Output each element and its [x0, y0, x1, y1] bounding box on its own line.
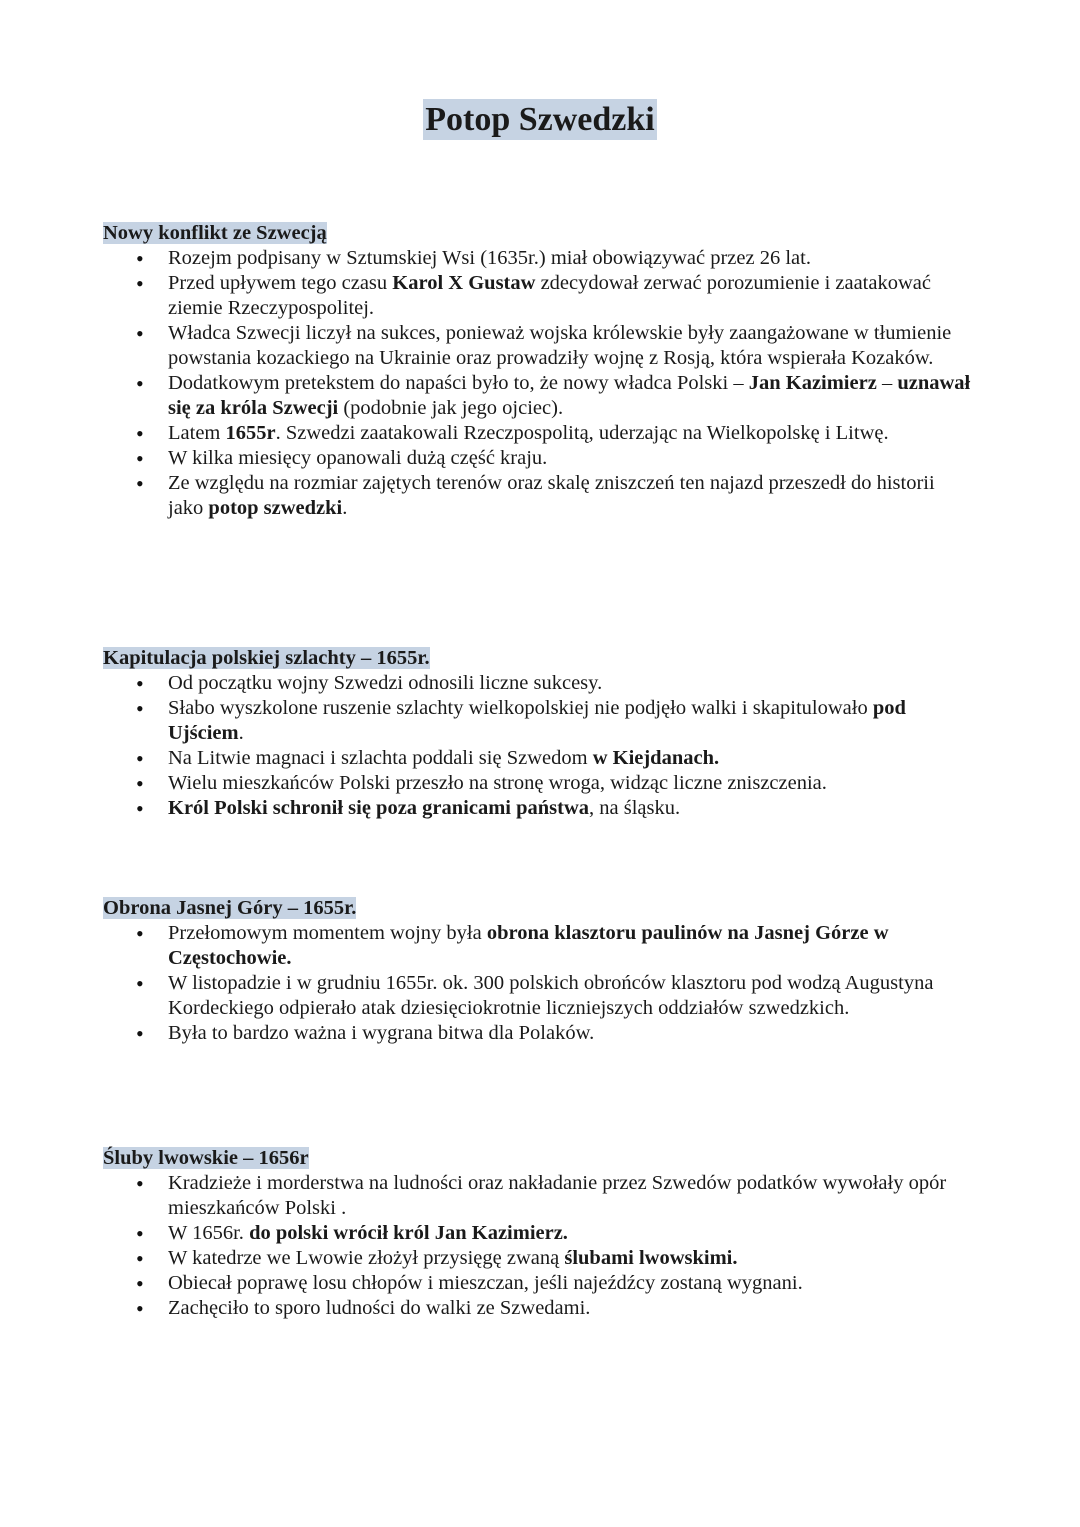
list-item [103, 371, 973, 421]
bold-text: do polski wrócił król Jan Kazimierz. [249, 1222, 568, 1244]
text: Od początku wojny Szwedzi odnosili liczne sukcesy. [168, 672, 603, 694]
list-item [103, 671, 973, 696]
text: Rozejm podpisany w Sztumskiej Wsi (1635r.) miał obowiązywać przez 26 lat. [168, 247, 811, 269]
bold-text: potop szwedzki [208, 497, 343, 519]
list-item [103, 921, 973, 971]
text: W kilka miesięcy opanowali dużą część kraju. [168, 447, 548, 469]
list-item [103, 1246, 973, 1271]
text: Przełomowym momentem wojny była [168, 922, 487, 944]
bullet-list [103, 671, 973, 821]
bullet-list [103, 1171, 973, 1321]
bullet-list [103, 921, 973, 1046]
text: Ze względu na rozmiar zajętych terenów oraz skalę zniszczeń ten najazd przeszedł do historii jako [168, 472, 935, 519]
text: Zachęciło to sporo ludności do walki ze Szwedami. [168, 1297, 591, 1319]
bold-text: Jan Kazimierz [748, 372, 877, 394]
list-item [103, 971, 973, 1021]
text: Przed upływem tego czasu [168, 272, 393, 294]
section-sluby-lwowskie [103, 1146, 973, 1321]
list-item [103, 1271, 973, 1296]
text: W 1656r. [168, 1222, 250, 1244]
text: , na śląsku. [589, 797, 681, 819]
section-obrona-jasnej-gory [103, 896, 973, 1046]
list-item [103, 471, 973, 521]
list-item [103, 796, 973, 821]
list-item [103, 446, 973, 471]
text: Była to bardzo ważna i wygrana bitwa dla Polaków. [168, 1022, 595, 1044]
document-title: Potop Szwedzki [425, 101, 655, 138]
text: Słabo wyszkolone ruszenie szlachty wielkopolskiej nie podjęło walki i skapitulowało [168, 697, 873, 719]
text: . Szwedzi zaatakowali Rzeczpospolitą, uderzając na Wielkopolskę i Litwę. [275, 422, 889, 444]
text: Latem [168, 422, 226, 444]
list-item [103, 746, 973, 771]
bold-text: Karol X Gustaw [392, 272, 536, 294]
text: Wielu mieszkańców Polski przeszło na stronę wroga, widząc liczne zniszczenia. [168, 772, 827, 794]
bold-text: uznawał się za króla Szwecji [168, 372, 971, 419]
text: – [876, 372, 898, 394]
text: Na Litwie magnaci i szlachta poddali się Szwedom [168, 747, 593, 769]
list-item [103, 1021, 973, 1046]
list-item [103, 421, 973, 446]
section-heading: Nowy konflikt ze Szwecją [103, 222, 327, 244]
list-item [103, 1296, 973, 1321]
section-heading: Śluby lwowskie – 1656r [103, 1147, 309, 1169]
text: W katedrze we Lwowie złożył przysięgę zwaną [168, 1247, 565, 1269]
text: . [342, 497, 348, 519]
bold-text: Król Polski schronił się poza granicami państwa [168, 797, 590, 819]
list-item [103, 1221, 973, 1246]
list-item [103, 271, 973, 321]
section-heading: Obrona Jasnej Góry – 1655r. [103, 897, 357, 919]
text: zdecydował zerwać porozumienie i zaatakować ziemie Rzeczypospolitej. [168, 272, 931, 319]
text: Władca Szwecji liczył na sukces, ponieważ wojska królewskie były zaangażowane w tłumienie powstania kozackiego na Ukrainie oraz prowadziły wojnę z Rosją, która wspierała Kozaków. [168, 322, 952, 369]
list-item [103, 321, 973, 371]
bold-text: 1655r [225, 422, 276, 444]
text: W listopadzie i w grudniu 1655r. ok. 300 polskich obrońców klasztoru pod wodzą Augustyna Kordeckiego odpierało atak dziesięciokrotnie liczniejszych oddziałów szwedzkich. [168, 972, 934, 1019]
list-item [103, 771, 973, 796]
section-nowy-konflikt [103, 221, 973, 521]
list-item [103, 246, 973, 271]
bold-text: obrona klasztoru paulinów na Jasnej Górze w Częstochowie. [168, 922, 889, 969]
text: Dodatkowym pretekstem do napaści było to, że nowy władca Polski – [168, 372, 749, 394]
section-kapitulacja [103, 646, 973, 821]
bold-text: w Kiejdanach. [592, 747, 720, 769]
text: . [238, 722, 244, 744]
bullet-list [103, 246, 973, 521]
document-title-row [0, 98, 1080, 142]
bold-text: pod Ujściem [168, 697, 906, 744]
bold-text: ślubami lwowskimi. [564, 1247, 738, 1269]
text: Kradzieże i morderstwa na ludności oraz nakładanie przez Szwedów podatków wywołały opór mieszkańców Polski . [168, 1172, 947, 1219]
section-heading: Kapitulacja polskiej szlachty – 1655r. [103, 647, 430, 669]
text: (podobnie jak jego ojciec). [338, 397, 564, 419]
list-item [103, 1171, 973, 1221]
list-item [103, 696, 973, 746]
text: Obiecał poprawę losu chłopów i mieszczan, jeśli najeźdźcy zostaną wygnani. [168, 1272, 803, 1294]
